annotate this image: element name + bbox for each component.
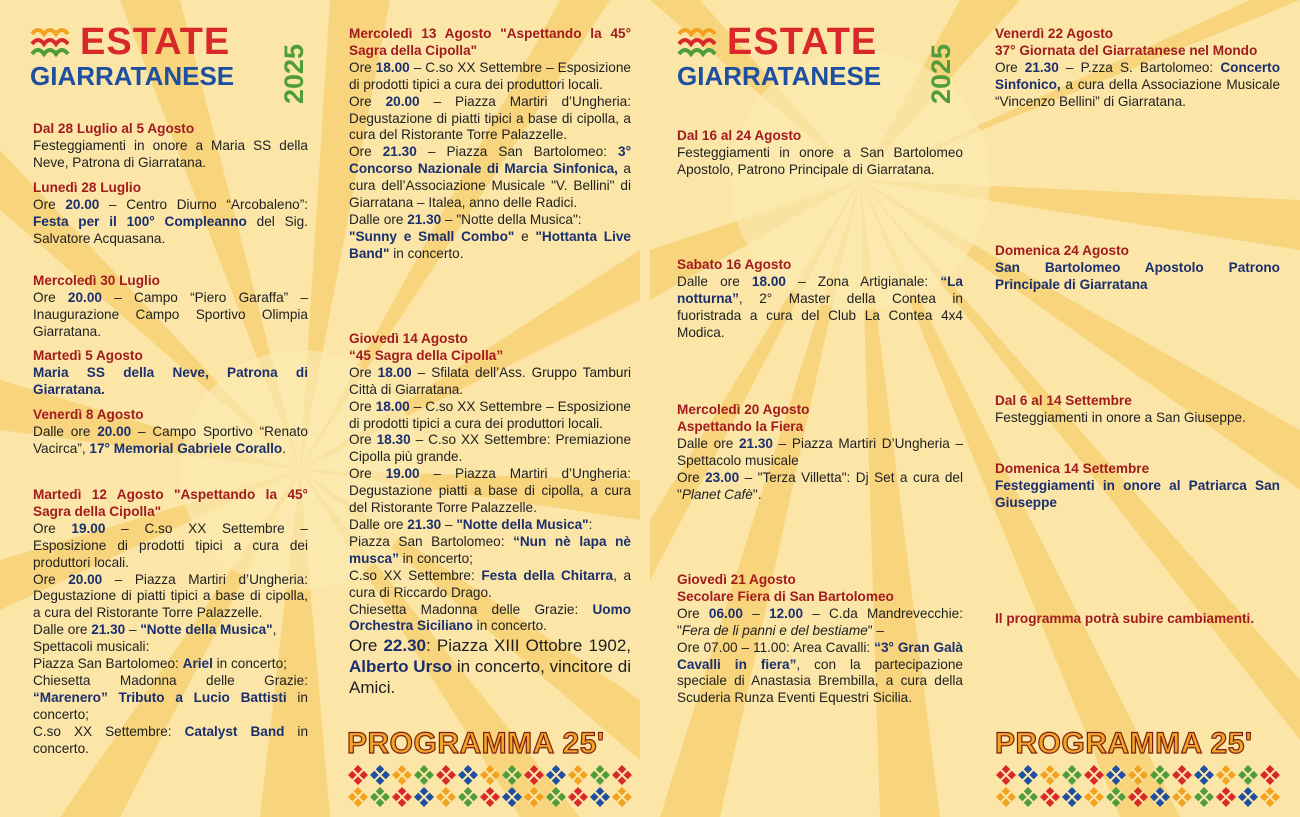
tile-motif [458, 765, 478, 785]
event-item [33, 273, 308, 341]
event-description: Maria SS della Neve, Patrona di Giarratana. [33, 364, 308, 397]
panel-1 [33, 0, 308, 817]
tile-motif [1084, 787, 1104, 807]
event-line: Ore 23.00 – "Terza Villetta": Dj Set a cura del "Planet Cafè". [677, 469, 963, 502]
panel-4 [995, 0, 1280, 817]
event-line: Ore 20.00 – Piazza Martiri d’Ungheria: Degustazione di piatti tipici a base di cipolla, a cura del Ristorante Torre Palazzelle. [33, 571, 309, 621]
event-item [677, 572, 963, 707]
event-date: Lunedì 28 Luglio [33, 180, 141, 195]
event-date: Mercoledì 30 Luglio [33, 273, 160, 288]
tile-motif [1018, 765, 1038, 785]
event-date: Sabato 16 Agosto [677, 257, 792, 272]
event-description: Festeggiamenti in onore a San Bartolomeo Apostolo, Patrono Principale di Giarratana. [677, 144, 963, 177]
tile-motif [436, 765, 456, 785]
tile-motif [392, 765, 412, 785]
tile-pattern-decoration [347, 764, 633, 808]
event-date: Venerdì 8 Agosto [33, 407, 144, 422]
event-description: Dalle ore 18.00 – Zona Artigianale: “La notturna”, 2° Master della Contea in fuoristrada a cura del Club La Contea 4x4 Modica. [677, 273, 963, 340]
event-line: Chiesetta Madonna delle Grazie: “Marenero” Tributo a Lucio Battisti in concerto; [33, 672, 308, 722]
tile-motif [590, 787, 610, 807]
event-date: Dal 16 al 24 Agosto [677, 128, 802, 143]
event-line: Ore 18.30 – C.so XX Settembre: Premiazione Cipolla più grande. [349, 432, 632, 465]
event-date: Venerdì 22 Agosto [995, 26, 1114, 41]
event-line: Dalle ore 21.30 – Piazza Martiri D’Ungheria – Spettacolo musicale [677, 435, 964, 468]
logo-title-giarratanese: GIARRATANESE [677, 61, 882, 91]
tile-motif [1128, 787, 1148, 807]
event-date: Giovedì 21 Agosto [677, 572, 796, 587]
tile-motif [392, 787, 412, 807]
tile-motif [1106, 765, 1126, 785]
tile-motif [436, 787, 456, 807]
event-line: Ore 21.30 – Piazza San Bartolomeo: 3° Concorso Nazionale di Marcia Sinfonica, a cura dell’Associazione Musicale "V. Bellini" di Giarratana – Italea, anno delle Radici. [349, 144, 632, 211]
panel-2 [349, 0, 631, 817]
event-date: Martedì 5 Agosto [33, 348, 143, 363]
tile-motif [1128, 765, 1148, 785]
tile-motif [348, 765, 368, 785]
tile-motif [1150, 787, 1170, 807]
tile-pattern-decoration [995, 764, 1281, 808]
event-line: Ore 07.00 – 11.00: Area Cavalli: “3° Gran Galà Cavalli in fiera”, con la partecipazione speciale di Anastasia Brembilla, a cura della Scuderia Runza Eventi Equestri Sicilia. [677, 639, 963, 706]
tile-motif [568, 765, 588, 785]
tile-motif [414, 765, 434, 785]
tile-motif [1194, 765, 1214, 785]
tile-motif [612, 765, 632, 785]
event-description: San Bartolomeo Apostolo Patrono Principale di Giarratana [995, 259, 1280, 292]
event-line: Piazza San Bartolomeo: Ariel in concerto; [33, 656, 287, 672]
programma-banner [347, 728, 633, 808]
tile-motif [1260, 765, 1280, 785]
event-item [677, 402, 963, 503]
event-line: Piazza San Bartolomeo: “Nun nè lapa nè musca” in concerto; [349, 533, 631, 566]
tile-motif [1040, 765, 1060, 785]
event-item [995, 26, 1280, 111]
event-subtitle: Secolare Fiera di San Bartolomeo [677, 588, 894, 604]
event-subtitle: Aspettando la Fiera [677, 418, 804, 434]
tile-motif [502, 765, 522, 785]
tile-motif [1062, 787, 1082, 807]
waves-logo-icon [677, 24, 723, 62]
event-line: Dalle ore 21.30 – "Notte della Musica", [33, 622, 277, 638]
event-line: Ore 06.00 – 12.00 – C.da Mandrevecchie: "Fera de li panni e del bestiame" – [677, 605, 963, 638]
tile-motif [370, 765, 390, 785]
tile-motif [480, 787, 500, 807]
logo-title-estate: ESTATE [727, 21, 878, 63]
tile-motif [348, 787, 368, 807]
event-item [349, 331, 631, 698]
logo-year: 2025 [926, 43, 956, 104]
event-subtitle: 37° Giornata del Giarratanese nel Mondo [995, 42, 1258, 58]
program-change-notice: Il programma potrà subire cambiamenti. [995, 611, 1255, 626]
tile-motif [1172, 765, 1192, 785]
tile-motif [1238, 765, 1258, 785]
tile-motif [524, 787, 544, 807]
tile-motif [1106, 787, 1126, 807]
tile-motif [1216, 787, 1236, 807]
tile-motif [996, 787, 1016, 807]
event-date: Giovedì 14 Agosto [349, 331, 468, 346]
tile-motif [414, 787, 434, 807]
tile-motif [1216, 765, 1236, 785]
event-line: C.so XX Settembre: Catalyst Band in concerto. [33, 723, 309, 756]
tile-motif [1194, 787, 1214, 807]
event-line: Spettacoli musicali: [33, 639, 150, 655]
programma-title: PROGRAMMA 25' [995, 727, 1253, 760]
tile-motif [1172, 787, 1192, 807]
event-line: Ore 18.00 – C.so XX Settembre – Esposizione di prodotti tipici a cura dei produttori locali. [349, 59, 631, 92]
tile-motif [590, 765, 610, 785]
event-description: Dalle ore 20.00 – Campo Sportivo “Renato Vacirca”, 17° Memorial Gabriele Corallo. [33, 423, 308, 456]
event-subtitle: “45 Sagra della Cipolla” [349, 347, 504, 363]
tile-motif [568, 787, 588, 807]
event-item [33, 121, 308, 172]
event-description: Festeggiamenti in onore al Patriarca San Giuseppe [995, 477, 1280, 510]
event-date: Domenica 14 Settembre [995, 461, 1150, 476]
event-item [995, 461, 1280, 512]
event-description: Ore 20.00 – Centro Diurno “Arcobaleno”: Festa per il 100° Compleanno del Sig. Salvatore Acquasana. [33, 196, 308, 246]
programma-title: PROGRAMMA 25' [347, 727, 605, 760]
tile-motif [370, 787, 390, 807]
event-line: Dalle ore 21.30 – "Notte della Musica": [349, 516, 593, 532]
event-date: Dal 6 al 14 Settembre [995, 393, 1132, 408]
event-date: Martedì 12 Agosto "Aspettando la 45° Sagra della Cipolla" [33, 487, 308, 519]
tile-motif [546, 765, 566, 785]
panel-3 [677, 0, 963, 817]
logo-year: 2025 [279, 43, 309, 104]
event-item [677, 257, 963, 342]
tile-motif [1040, 787, 1060, 807]
event-line: Chiesetta Madonna delle Grazie: Uomo Orchestra Siciliano in concerto. [349, 601, 631, 634]
event-item [33, 180, 308, 248]
event-item [995, 243, 1280, 294]
tile-motif [480, 765, 500, 785]
event-item [33, 407, 308, 458]
event-date: Dal 28 Luglio al 5 Agosto [33, 121, 195, 136]
event-line: C.so XX Settembre: Festa della Chitarra, a cura di Riccardo Drago. [349, 567, 632, 600]
event-line: Ore 20.00 – Piazza Martiri d’Ungheria: Degustazione di piatti tipici a base di cipolla, a cura del Ristorante Torre Palazzelle. [349, 93, 631, 143]
tile-motif [1084, 765, 1104, 785]
event-item [349, 26, 631, 263]
event-line: Ore 21.30 – P.zza S. Bartolomeo: Concerto Sinfonico, a cura della Associazione Musicale “Vincenzo Bellini” di Giarratana. [995, 59, 1281, 109]
waves-logo-icon [30, 24, 76, 62]
event-line: Dalle ore 21.30 – "Notte della Musica": [349, 211, 582, 227]
event-description: Ore 20.00 – Campo “Piero Garaffa” – Inaugurazione Campo Sportivo Olimpia Giarratana. [33, 289, 309, 339]
event-line: Ore 19.00 – Piazza Martiri d’Ungheria: Degustazione piatti a base di cipolla, a cura del Ristorante Torre Palazzelle. [349, 466, 631, 516]
event-description: Festeggiamenti in onore a San Giuseppe. [995, 409, 1246, 425]
event-date: Mercoledì 20 Agosto [677, 402, 810, 417]
event-item [33, 487, 308, 758]
programma-banner [995, 728, 1281, 808]
tile-motif [1260, 787, 1280, 807]
logo-title-estate: ESTATE [80, 21, 231, 63]
event-line: Ore 18.00 – Sfilata dell’Ass. Gruppo Tamburi Città di Giarratana. [349, 364, 632, 397]
event-line: "Sunny e Small Combo" e "Hottanta Live Band" in concerto. [349, 228, 631, 261]
tile-motif [996, 765, 1016, 785]
tile-motif [1238, 787, 1258, 807]
event-highlight: Ore 22.30: Piazza XIII Ottobre 1902, Alberto Urso in concerto, vincitore di Amici. [349, 636, 632, 698]
event-date: Mercoledì 13 Agosto "Aspettando la 45° Sagra della Cipolla" [349, 26, 631, 58]
tile-motif [1150, 765, 1170, 785]
event-description: Festeggiamenti in onore a Maria SS della Neve, Patrona di Giarratana. [33, 137, 308, 170]
tile-motif [458, 787, 478, 807]
event-date: Domenica 24 Agosto [995, 243, 1129, 258]
event-item [33, 348, 308, 399]
tile-motif [1062, 765, 1082, 785]
tile-motif [546, 787, 566, 807]
tile-motif [1018, 787, 1038, 807]
tile-motif [612, 787, 632, 807]
tile-motif [502, 787, 522, 807]
logo-estate-giarratanese [30, 22, 310, 106]
logo-title-giarratanese: GIARRATANESE [30, 61, 235, 91]
tile-motif [524, 765, 544, 785]
event-line: Ore 19.00 – C.so XX Settembre – Esposizione di prodotti tipici a cura dei produttori locali. [33, 520, 308, 570]
event-item [995, 393, 1280, 427]
logo-estate-giarratanese [677, 22, 957, 106]
event-line: Ore 18.00 – C.so XX Settembre – Esposizione di prodotti tipici a cura dei produttori locali. [349, 398, 631, 431]
event-item [677, 128, 963, 179]
